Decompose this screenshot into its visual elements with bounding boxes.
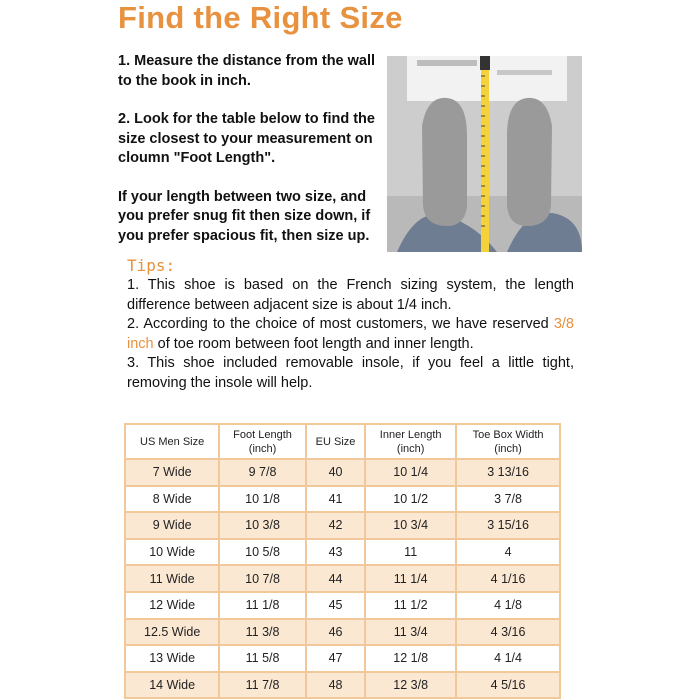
tip-1: 1. This shoe is based on the French sizing system, the length difference between adjacent size is about 1/4 inch. bbox=[127, 277, 574, 313]
cell-inner-length: 10 1/2 bbox=[365, 486, 456, 513]
cell-us-size: 12.5 Wide bbox=[125, 619, 219, 646]
cell-us-size: 11 Wide bbox=[125, 565, 219, 592]
table-row bbox=[125, 672, 560, 699]
cell-foot-length: 11 7/8 bbox=[219, 672, 305, 699]
cell-eu-size: 47 bbox=[306, 645, 365, 672]
cell-foot-length: 9 7/8 bbox=[219, 459, 305, 486]
size-chart-table bbox=[124, 423, 561, 699]
step-1: 1. Measure the distance from the wall to the book in inch. bbox=[118, 53, 376, 89]
cell-inner-length: 12 1/8 bbox=[365, 645, 456, 672]
cell-foot-length: 11 3/8 bbox=[219, 619, 305, 646]
cell-foot-length: 10 3/8 bbox=[219, 512, 305, 539]
cell-toe-box-width: 4 1/8 bbox=[456, 592, 560, 619]
header-eu-size: EU Size bbox=[306, 424, 365, 459]
cell-foot-length: 10 1/8 bbox=[219, 486, 305, 513]
table-row bbox=[125, 565, 560, 592]
cell-eu-size: 42 bbox=[306, 512, 365, 539]
cell-us-size: 14 Wide bbox=[125, 672, 219, 699]
tip-2 bbox=[127, 315, 574, 354]
cell-toe-box-width: 3 13/16 bbox=[456, 459, 560, 486]
measure-steps bbox=[118, 52, 383, 265]
measuring-feet-illustration bbox=[387, 56, 582, 252]
table-row bbox=[125, 592, 560, 619]
table-row bbox=[125, 539, 560, 566]
cell-foot-length: 11 1/8 bbox=[219, 592, 305, 619]
header-foot-length: Foot Length (inch) bbox=[219, 424, 305, 459]
cell-us-size: 7 Wide bbox=[125, 459, 219, 486]
header-inner-length: Inner Length (inch) bbox=[365, 424, 456, 459]
cell-foot-length: 10 5/8 bbox=[219, 539, 305, 566]
cell-inner-length: 11 1/2 bbox=[365, 592, 456, 619]
table-header-row bbox=[125, 424, 560, 459]
cell-inner-length: 12 3/8 bbox=[365, 672, 456, 699]
tip-2-text-before: 2. According to the choice of most customers, we have reserved bbox=[127, 316, 554, 332]
cell-eu-size: 45 bbox=[306, 592, 365, 619]
cell-toe-box-width: 3 7/8 bbox=[456, 486, 560, 513]
cell-us-size: 12 Wide bbox=[125, 592, 219, 619]
foot-measure-photo bbox=[387, 56, 582, 252]
tip-2-text-after: of toe room between foot length and inner length. bbox=[153, 335, 474, 352]
cell-eu-size: 40 bbox=[306, 459, 365, 486]
cell-foot-length: 11 5/8 bbox=[219, 645, 305, 672]
cell-us-size: 9 Wide bbox=[125, 512, 219, 539]
cell-toe-box-width: 3 15/16 bbox=[456, 512, 560, 539]
cell-inner-length: 11 bbox=[365, 539, 456, 566]
table-row bbox=[125, 512, 560, 539]
cell-us-size: 13 Wide bbox=[125, 645, 219, 672]
table-row bbox=[125, 619, 560, 646]
tips-heading: Tips: bbox=[127, 256, 176, 275]
cell-inner-length: 10 1/4 bbox=[365, 459, 456, 486]
cell-inner-length: 11 1/4 bbox=[365, 565, 456, 592]
cell-eu-size: 46 bbox=[306, 619, 365, 646]
cell-eu-size: 43 bbox=[306, 539, 365, 566]
step-fit-advice: If your length between two size, and you prefer snug fit then size down, if you prefer spacious fit, then size up. bbox=[118, 188, 371, 244]
header-toe-box-width: Toe Box Width (inch) bbox=[456, 424, 560, 459]
table-row bbox=[125, 486, 560, 513]
table-row bbox=[125, 459, 560, 486]
cell-toe-box-width: 4 5/16 bbox=[456, 672, 560, 699]
cell-eu-size: 41 bbox=[306, 486, 365, 513]
step-2: 2. Look for the table below to find the size closest to your measurement on cloumn "Foot Length". bbox=[118, 111, 375, 166]
table-row bbox=[125, 645, 560, 672]
cell-inner-length: 10 3/4 bbox=[365, 512, 456, 539]
page-title: Find the Right Size bbox=[118, 0, 403, 35]
cell-us-size: 8 Wide bbox=[125, 486, 219, 513]
toe-room-highlight: 3/8 inch bbox=[127, 316, 574, 352]
tip-3: 3. This shoe included removable insole, if you feel a little tight, removing the insole will help. bbox=[127, 355, 574, 391]
cell-toe-box-width: 4 1/4 bbox=[456, 645, 560, 672]
cell-toe-box-width: 4 3/16 bbox=[456, 619, 560, 646]
cell-eu-size: 44 bbox=[306, 565, 365, 592]
cell-toe-box-width: 4 1/16 bbox=[456, 565, 560, 592]
header-us-men-size: US Men Size bbox=[125, 424, 219, 459]
tips-list bbox=[127, 276, 574, 393]
cell-toe-box-width: 4 bbox=[456, 539, 560, 566]
cell-us-size: 10 Wide bbox=[125, 539, 219, 566]
cell-inner-length: 11 3/4 bbox=[365, 619, 456, 646]
cell-foot-length: 10 7/8 bbox=[219, 565, 305, 592]
cell-eu-size: 48 bbox=[306, 672, 365, 699]
